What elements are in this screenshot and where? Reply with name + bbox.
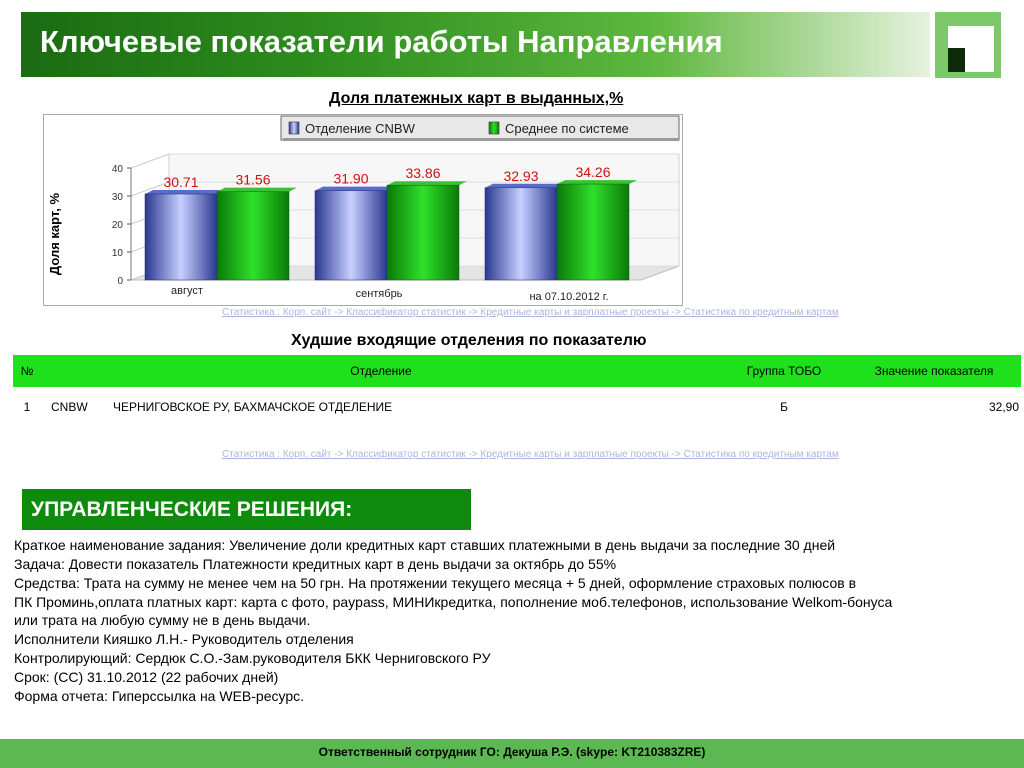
data-label: 30.71 <box>163 174 199 191</box>
gridline-side <box>131 154 169 168</box>
legend-label: Отделение CNBW <box>305 121 415 136</box>
bar <box>557 184 629 280</box>
y-axis-label: Доля карт, % <box>47 192 62 276</box>
legend-shadow <box>283 138 679 141</box>
management-line: Контролирующий: Сердюк С.О.-Зам.руководителя БКК Черниговского РУ <box>14 650 491 666</box>
row-branch <box>41 387 721 427</box>
row-branch-name: ЧЕРНИГОВСКОЕ РУ, БАХМАЧСКОЕ ОТДЕЛЕНИЕ <box>113 400 393 414</box>
management-title: УПРАВЛЕНЧЕСКИЕ РЕШЕНИЯ: <box>31 498 353 521</box>
management-line: ПК Проминь,оплата платных карт: карта с фото, paypass, МИНИкредитка, пополнение моб.телефонов, использование Welkom-бонуса <box>14 594 893 610</box>
management-line: Задача: Довести показатель Платежности кредитных карт в день выдачи за октябрь до 55% <box>14 556 617 572</box>
management-line: Срок: (СС) 31.10.2012 (22 рабочих дней) <box>14 669 279 685</box>
bar-top <box>145 190 225 194</box>
management-line: Краткое наименование задания: Увеличение доли кредитных карт ставших платежными в день выдачи за последние 30 дней <box>14 537 836 553</box>
x-tick-label: на 07.10.2012 г. <box>529 291 609 303</box>
chart-title: Доля платежных карт в выданных,% <box>329 90 624 107</box>
bar-top <box>315 187 395 191</box>
bar-top <box>217 188 297 192</box>
table-row <box>13 387 1021 427</box>
bar <box>387 185 459 280</box>
bar-top <box>557 180 637 184</box>
y-tick-label: 40 <box>111 164 123 175</box>
y-tick-label: 30 <box>111 192 123 203</box>
bar-top <box>387 181 467 185</box>
bank-logo-mark <box>948 48 965 72</box>
management-line: или трата на любую сумму не в день выдачи. <box>14 612 311 628</box>
col-header-group: Группа ТОБО <box>721 355 847 387</box>
legend-swatch <box>489 122 499 134</box>
x-tick-label: сентябрь <box>355 288 403 300</box>
management-line: Средства: Трата на сумму не менее чем на 50 грн. На протяжении текущего месяца + 5 дней, оформление страховых полюсов в <box>14 575 857 591</box>
col-header-branch: Отделение <box>41 355 721 387</box>
footer-text: Ответственный сотрудник ГО: Декуша Р.Э. (skype: KT210383ZRE) <box>318 745 706 759</box>
bar-chart <box>43 114 683 306</box>
bar <box>145 194 217 280</box>
row-value: 32,90 <box>988 400 1019 414</box>
y-tick-label: 20 <box>111 220 123 231</box>
legend-swatch <box>289 122 299 134</box>
y-tick-label: 10 <box>111 248 123 259</box>
data-label: 34.26 <box>575 164 611 181</box>
bar <box>485 188 557 280</box>
x-tick-label: август <box>171 285 203 297</box>
bar-top <box>485 184 565 188</box>
y-tick-label: 0 <box>117 276 123 287</box>
worst-branches-title: Худшие входящие отделения по показателю <box>291 332 647 349</box>
row-branch-code: CNBW <box>51 400 88 414</box>
legend-label: Среднее по системе <box>505 121 629 136</box>
management-line: Исполнители Кияшко Л.Н.- Руководитель отделения <box>14 631 354 647</box>
source-link-table[interactable]: Статистика : Корп. сайт -> Классификатор статистик -> Кредитные карты и зарплатные проекты -> Статистика по кредитным картам <box>222 449 839 460</box>
data-label: 31.56 <box>235 171 271 188</box>
data-label: 33.86 <box>405 165 441 182</box>
source-link-chart[interactable]: Статистика : Корп. сайт -> Классификатор статистик -> Кредитные карты и зарплатные проекты -> Статистика по кредитным картам <box>222 307 839 318</box>
page-title: Ключевые показатели работы Направления <box>40 24 723 59</box>
bar <box>217 192 289 280</box>
col-header-value: Значение показателя <box>847 355 1021 387</box>
table-header-row <box>13 355 1021 387</box>
worst-branches-table <box>13 355 1021 427</box>
data-label: 31.90 <box>333 170 369 187</box>
management-line: Форма отчета: Гиперссылка на WEB-ресурс. <box>14 688 305 704</box>
bar <box>315 191 387 280</box>
col-header-number: № <box>13 355 41 387</box>
row-group: Б <box>780 400 788 414</box>
row-number: 1 <box>23 400 31 414</box>
data-label: 32.93 <box>503 167 539 184</box>
